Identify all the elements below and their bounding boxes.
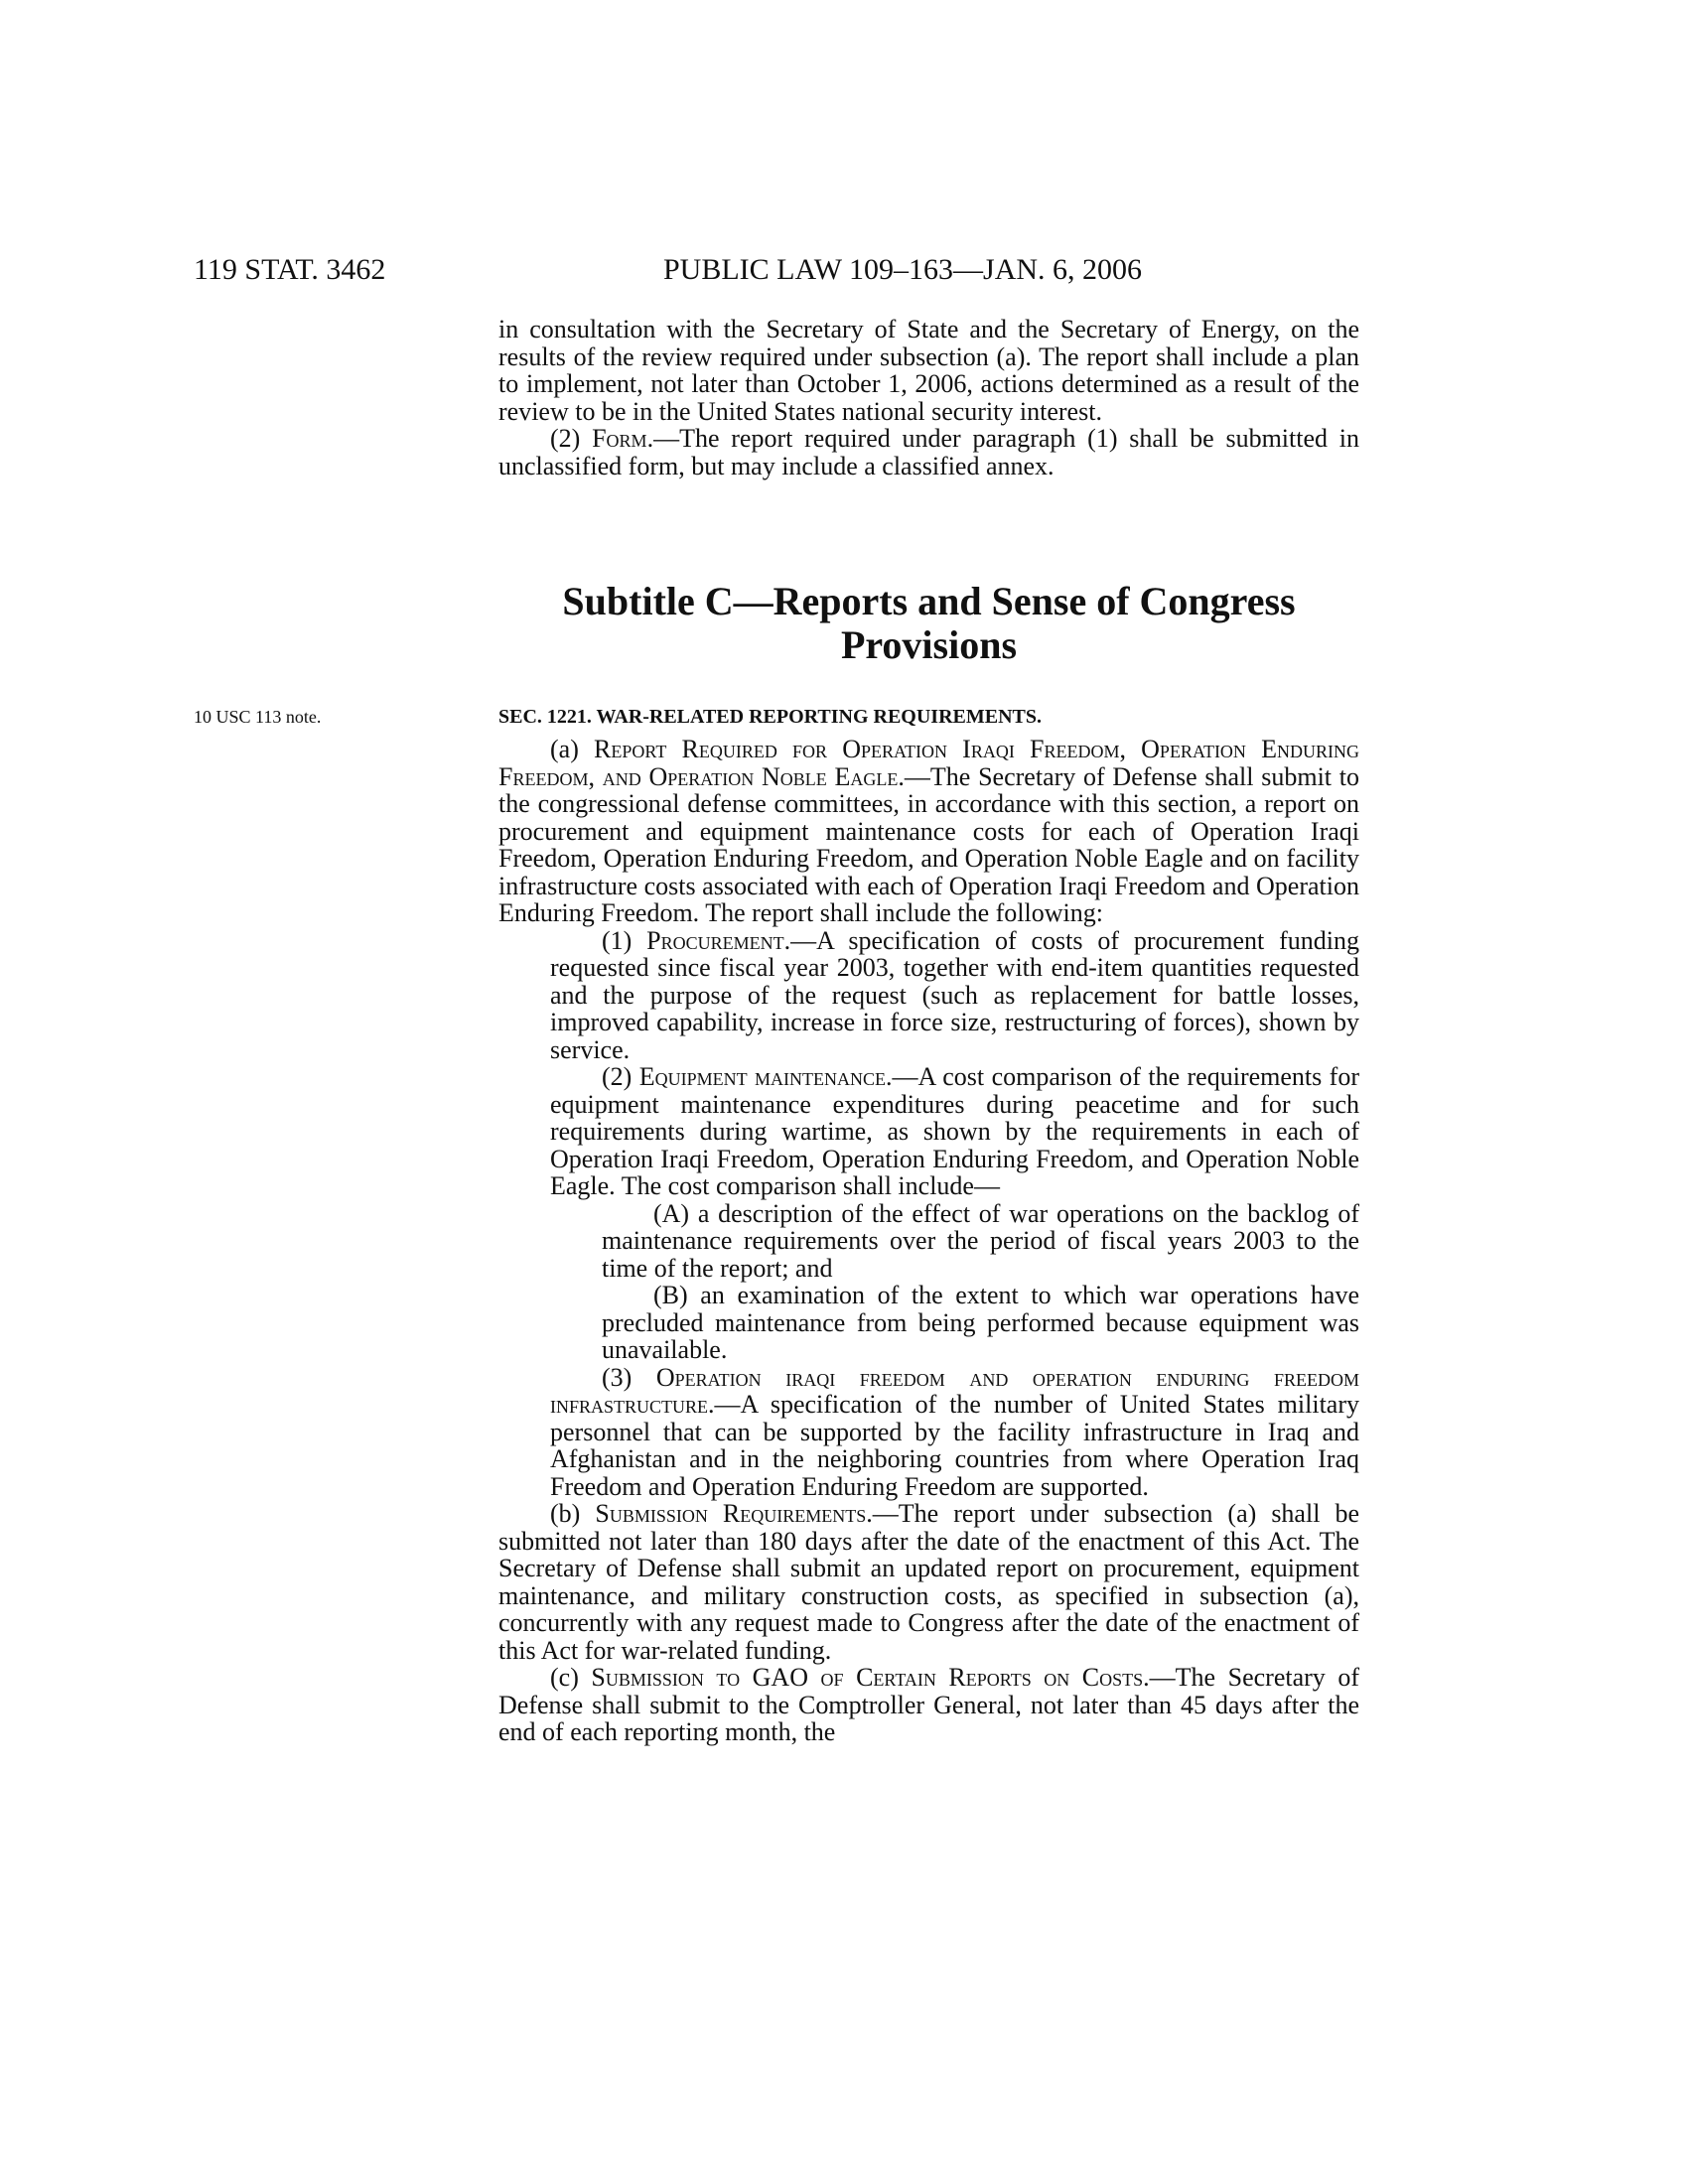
paragraph-number: (2) <box>602 1062 639 1091</box>
page-header <box>0 250 1688 290</box>
paragraph-1 <box>498 927 1359 1064</box>
paragraph-number: (3) <box>602 1362 656 1392</box>
paragraph-text: .—The report required under paragraph (1) shall be submitted in unclassified form, but may include a classified annex. <box>498 424 1359 480</box>
paragraph-text: .—A specification of the number of United States military personnel that can be supported by the facility infrastructure in Iraq and Afghanistan and in the neighboring countries from where Operation Iraq Freedom and Operation Enduring Freedom are supported. <box>550 1390 1359 1501</box>
subsection-a <box>498 736 1359 927</box>
subsection-text: .—The report under subsection (a) shall be submitted not later than 180 days after the date of the enactment of this Act. The Secretary of Defense shall submit an updated report on procurement, equipment maintenance, and military construction costs, as specified in subsection (a), concurrently with any request made to Congress after the date of the enactment of this Act for war-related funding. <box>498 1499 1360 1665</box>
paragraph-heading: Equipment maintenance <box>638 1062 887 1091</box>
stat-citation: 119 STAT. 3462 <box>194 253 386 286</box>
paragraph-3 <box>498 1364 1359 1501</box>
subsection-number: (c) <box>550 1663 592 1692</box>
subtitle-line: Provisions <box>840 622 1018 667</box>
continuation-paragraph: in consultation with the Secretary of State and the Secretary of Energy, on the results of the review required under subsection (a). The report shall include a plan to implement, not later than October 1, 2006, actions determined as a result of the review to be in the United States national security interest. <box>498 315 1359 426</box>
section-body <box>498 736 1359 1746</box>
subsection-number: (a) <box>550 735 595 763</box>
paragraph-2 <box>498 1063 1359 1200</box>
subtitle-heading <box>498 580 1359 667</box>
paragraph-text: .—A specification of costs of procurement funding requested since fiscal year 2003, together with end-item quantities requested and the purpose of the request (such as replacement for battle losses, improved capability, increase in force size, restructuring of forces), shown by service. <box>550 925 1359 1064</box>
subsection-heading: Submission Requirements <box>595 1499 867 1528</box>
section-heading: SEC. 1221. WAR-RELATED REPORTING REQUIREMENTS. <box>498 706 1042 728</box>
law-title: PUBLIC LAW 109–163—JAN. 6, 2006 <box>663 253 1143 286</box>
paragraph-heading: Procurement <box>646 925 784 955</box>
subsection-c <box>498 1664 1359 1746</box>
subparagraph-b: (B) an examination of the extent to which war operations have precluded maintenance from being performed because equipment was unavailable. <box>602 1281 1359 1364</box>
subsection-heading: Submission to GAO of Certain Reports on Costs <box>591 1663 1144 1692</box>
paragraph-text: .—A cost comparison of the requirements for equipment maintenance expenditures during peacetime and for such requirements during wartime, as shown by the requirements in each of Operation Iraqi Freedom, Operation Enduring Freedom, and Operation Noble Eagle. The cost comparison shall include— <box>550 1062 1359 1200</box>
subsection-number: (b) <box>550 1499 596 1528</box>
subtitle-line: Subtitle C—Reports and Sense of Congress <box>562 579 1296 623</box>
subparagraph-a: (A) a description of the effect of war operations on the backlog of maintenance requirements over the period of fiscal years 2003 to the time of the report; and <box>602 1198 1359 1283</box>
paragraph-number: (2) <box>550 424 593 453</box>
subsection-text: .—The Secretary of Defense shall submit to the congressional defense committees, in accordance with this section, a report on procurement and equipment maintenance costs for each of Operation Iraqi Freedom, Operation Enduring Freedom, and Operation Noble Eagle and on facility infrastructure costs associated with each of Operation Iraqi Freedom and Operation Enduring Freedom. The report shall include the following: <box>498 761 1359 927</box>
form-paragraph <box>498 425 1359 479</box>
subsection-b <box>498 1500 1359 1664</box>
paragraph-heading: Operation iraqi freedom and operation enduring freedom infrastructure <box>550 1362 1359 1419</box>
subsection-text: .—The Secretary of Defense shall submit to the Comptroller General, not later than 45 days after the end of each reporting month, the <box>498 1663 1359 1746</box>
continuation-block <box>498 316 1359 479</box>
margin-note: 10 USC 113 note. <box>194 707 322 727</box>
paragraph-heading: Form <box>592 424 647 453</box>
subsection-heading: Report Required for Operation Iraqi Freedom, Operation Enduring Freedom, and Operation Noble Eagle <box>498 735 1359 791</box>
paragraph-number: (1) <box>602 925 647 955</box>
